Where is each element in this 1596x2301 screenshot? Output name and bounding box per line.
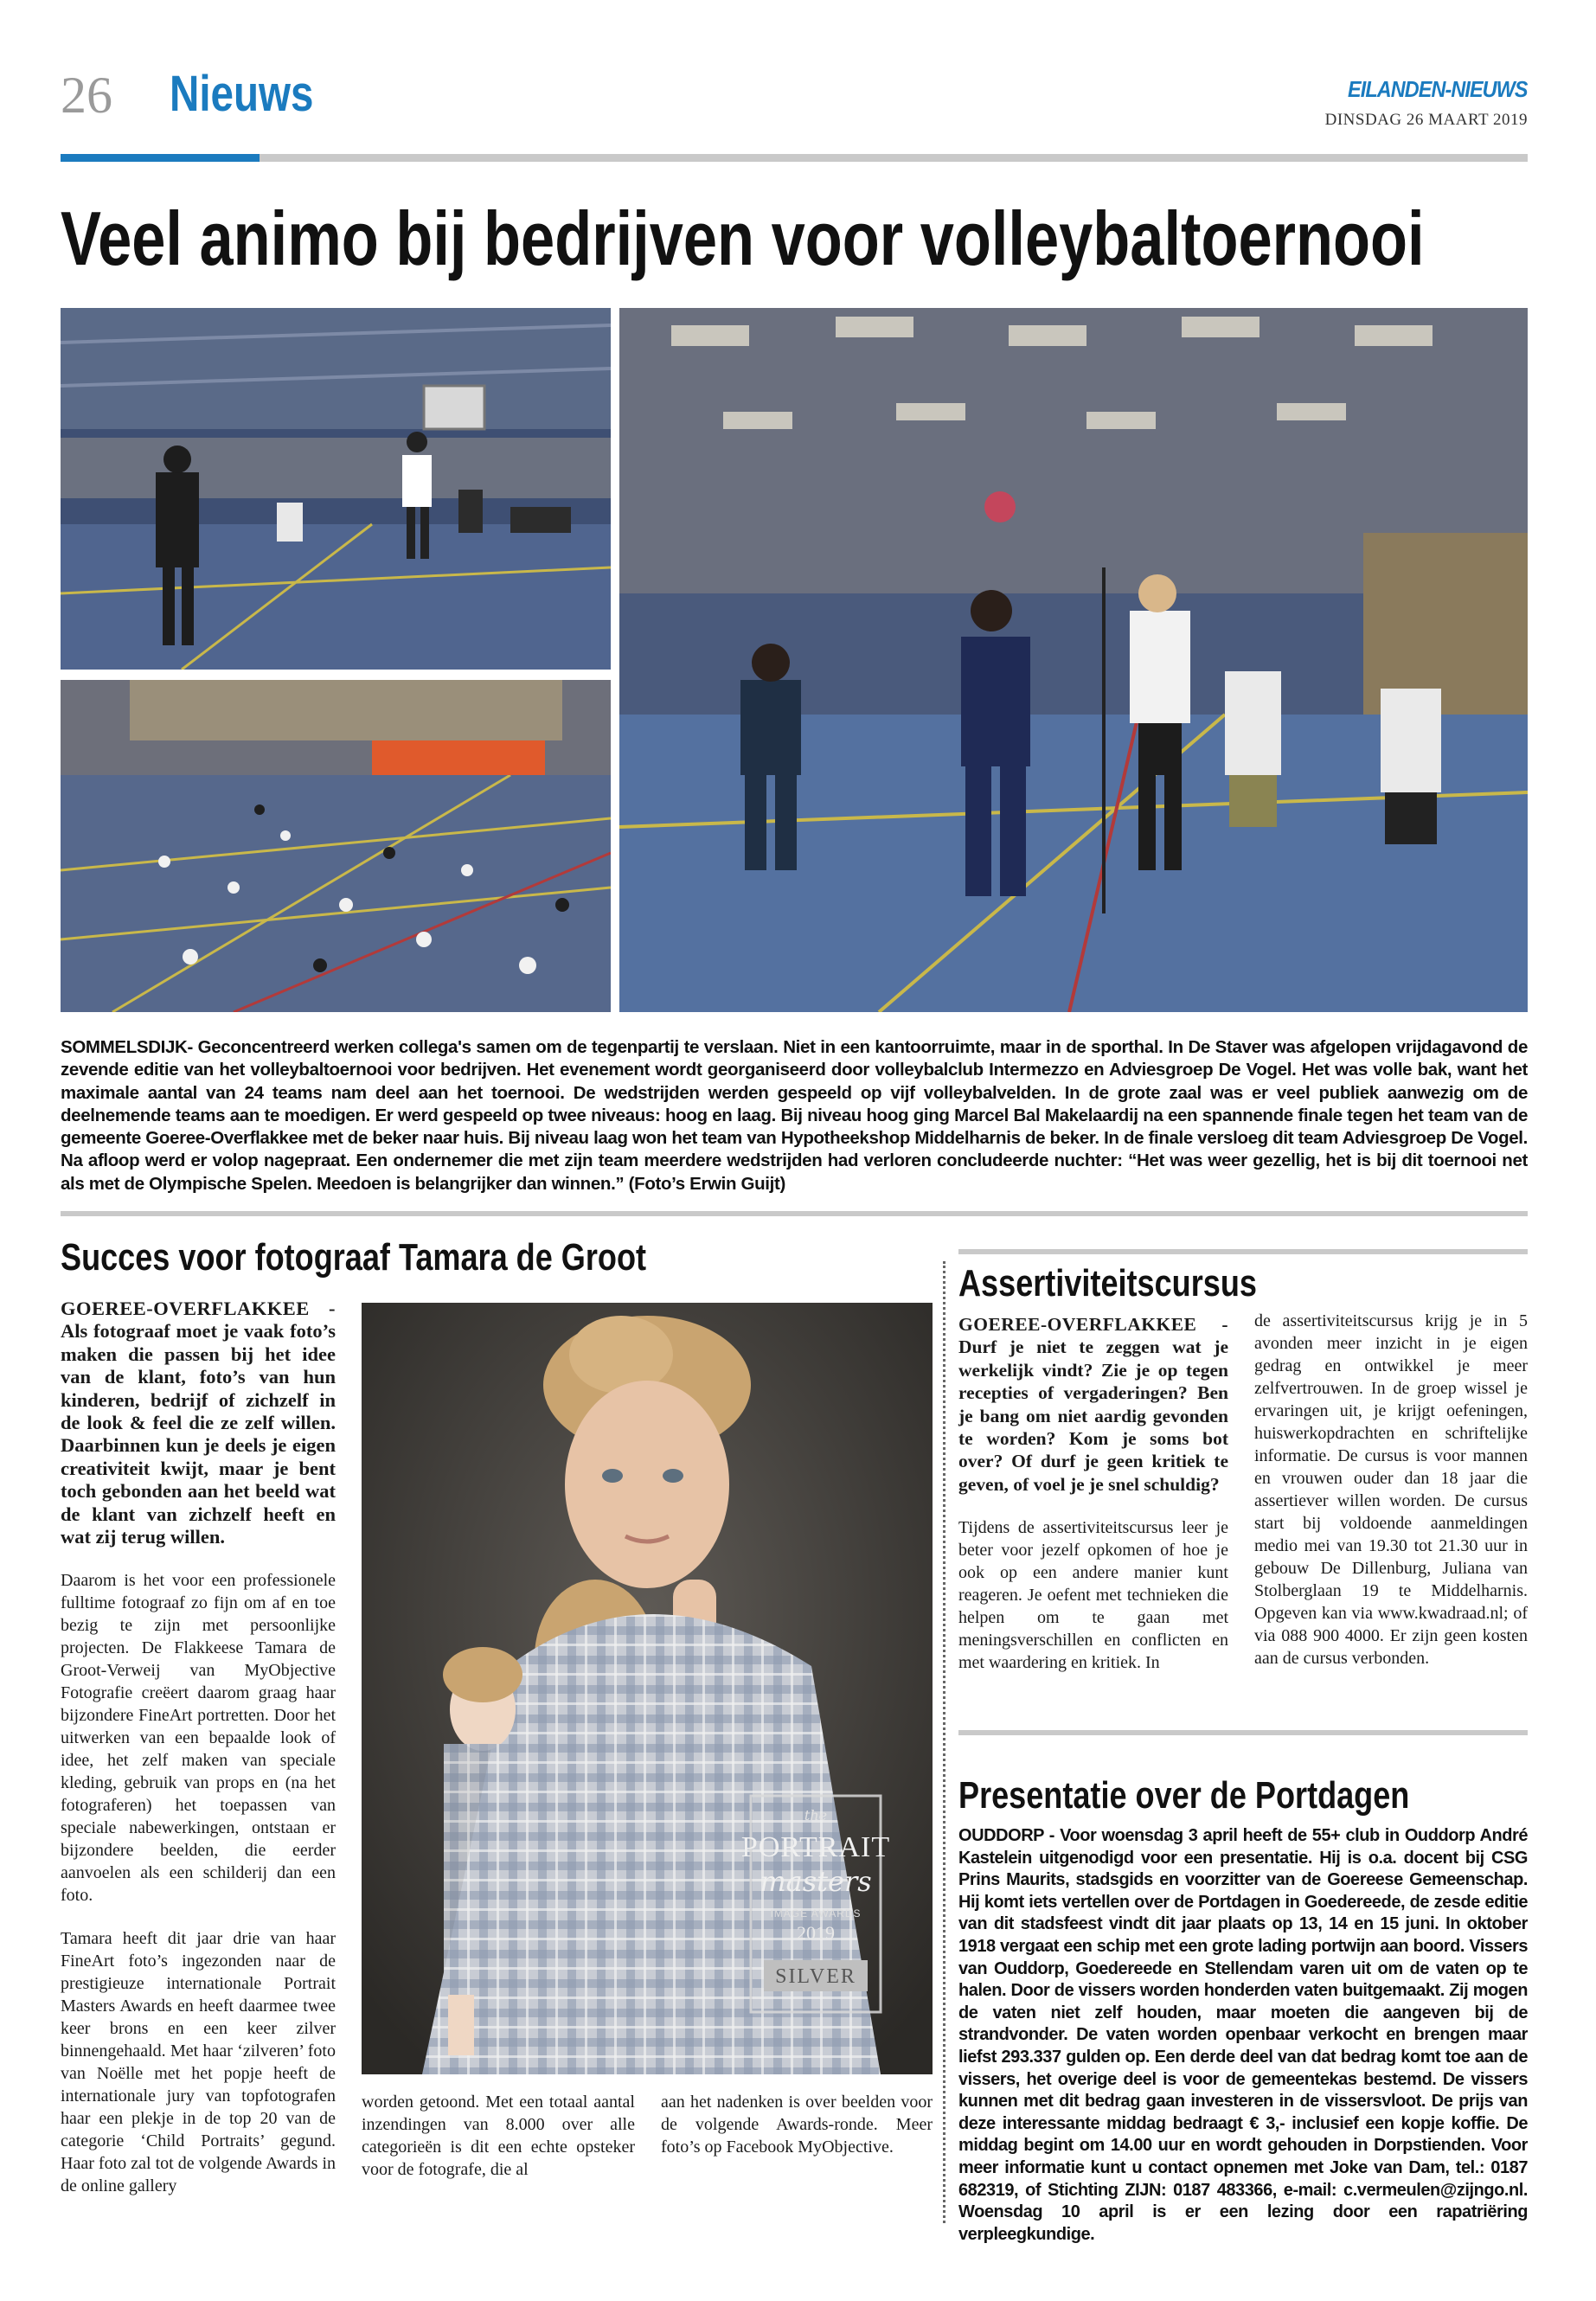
photo-caption-text: SOMMELSDIJK- Geconcentreerd werken collega's samen om de tegenpartij te verslaan. Niet in een kantoorruimte, maar in de sporthal. In De Staver was afgelopen vrijdagavond de zevende editie van het volleybaltoernooi voor bedrijven. Het evenement wordt georganiseerd door volleybalclub Intermezzo en Adviesgroep De Vogel. Het was volle bak, want het maximale aantal van 24 teams nam deel aan het toernooi. De wedstrijden werden gespeeld op vijf volleybalvelden. In de grote zaal was er veel publiek aanwezig om de deelnemende teams aan te moedigen. Er werd gespeeld op twee niveaus: hoog en laag. Bij niveau hoog ging Marcel Bal Makelaardij na een spannende finale tegen het team van de gemeente Goeree-Overflakkee met de beker naar huis. Bij niveau laag won het team van Hypotheekshop Middelharnis de beker. In de finale versloeg dit team Adviesgroep De Vogel. Na afloop werd er volop nagepraat. Een ondernemer die met zijn team meerdere wedstrijden had verloren concludeerde nuchter: “Het was weer gezellig, het is bij dit toernooi net als met de Olympische Spelen. Meedoen is belangrijker dan winnen.” (Foto’s Erwin Guijt) xyxy=(61,1037,1528,1194)
article-lead-assert xyxy=(958,1313,1228,1496)
badge-the: the xyxy=(804,1807,828,1823)
article-title-assert: Assertiviteitscursus xyxy=(958,1262,1257,1304)
dateline-tamara: GOEREE-OVERFLAKKEE - xyxy=(61,1298,336,1319)
article-lead-tamara xyxy=(61,1298,336,1548)
photo-volleyball-net-play xyxy=(619,308,1528,1012)
photo-fineart-portrait xyxy=(362,1303,933,2074)
paragraph-tamara-3: worden getoond. Met een totaal aantal inzendingen van 8.000 over alle categorieën is dit een echte opsteker voor de fotografe, die al xyxy=(362,2093,635,2179)
badge-silver: SILVER xyxy=(775,1965,856,1988)
photo-volleyball-jump xyxy=(61,308,611,670)
header-rule-accent xyxy=(61,154,260,162)
paragraph-tamara-1: Daarom is het voor een professionele fulltime fotograaf zo fijn om af en toe bezig te zijn met persoonlijke projecten. De Flakkeese Tamara de Groot-Verweij van MyObjective Fotografie creëert daarom graag haar bijzondere FineArt portretten. Door het uitwerken van een bepaalde look of idee, het zelf maken van speciale kleding, gebruik van props en (na het fotograferen) het toepassen van speciale nabewerkingen, ontstaan er bijzondere beelden, die eerder aanvoelen als een schilderij dan een foto. xyxy=(61,1571,336,1906)
section-rule xyxy=(61,1211,1528,1216)
section-title: Nieuws xyxy=(170,66,314,122)
paragraph-assert-2: de assertiviteitscursus krijg je in 5 avonden meer inzicht in je eigen gedrag en ontwikkel je meer zelfvertrouwen. In de groep wissel je ervaringen uit, je krijgt oefeningen, huiswerkopdrachten en schriftelijke informatie. De cursus is voor mannen en vrouwen ouder dan 18 jaar die assertiever willen worden. De cursus start bij voldoende aanmeldingen medio mei van 19.30 tot 21.30 uur in gebouw De Dillenburg, Juliana van Stolberglaan 19 te Middelharnis. Opgeven kan via www.kwadraad.nl; of via 088 900 4000. Er zijn geen kosten aan de cursus verbonden. xyxy=(1254,1311,1528,1668)
lead-text-tamara: Als fotograaf moet je vaak foto’s maken die passen bij het idee van de klant, foto’s van hun kinderen, bedrijf of zichzelf in de look & feel die ze zelf willen. Daarbinnen kun je deels je eigen creativiteit kwijt, maar je bent toch gebonden aan het beeld wat de klant van zichzelf heeft en wat zij terug willen. xyxy=(61,1320,336,1548)
photo-caption xyxy=(61,1036,1528,1195)
paragraph-portdagen: OUDDORP - Voor woensdag 3 april heeft de 55+ club in Ouddorp André Kastelein uitgenodigd voor een presentatie. Hij is o.a. docent bij CSG Prins Maurits, stadsgids en voorzitter van de Goereese Gemeenschap. Hij komt iets vertellen over de Portdagen in Goedereede, de zesde editie van dit stadsfeest vindt dit jaar plaats op 13, 14 en 15 juni. In oktober 1918 vergaat een schip met een grote lading portwijn aan boord. Vissers van Ouddorp, Goedereede en Stellendam varen uit om de vaten op te halen. Door de vissers worden honderden vaten buitgemaakt. Zij mogen de vaten niet zelf houden, maar moeten die aangeven bij de strandvonder. De vaten worden openbaar verkocht en brengen maar liefst 293.337 gulden op. Een derde deel van dat bedrag komt toe aan de vissers, het overige deel is voor de gemeentekas bestemd. De vissers kunnen met dit bedrag gaan investeren in de vissersvloot. De prijs van deze interessante middag bedraagt € 3,- inclusief een kopje koffie. De middag begint om 14.00 uur en wordt gehouden in Dorpstienden. Voor meer informatie kunt u contact opnemen met Joke van Dam, tel.: 0187 682319, of Stichting ZIJN: 0187 483366, e-mail: c.vermeulen@zijngo.nl. Woensdag 10 april is er een lezing door een rapatriëring verpleegkundige. xyxy=(958,1826,1528,2244)
article-column-assert-2 xyxy=(1254,1310,1528,1690)
badge-portrait: PORTRAIT xyxy=(740,1831,891,1863)
masthead-logo: EILANDEN-NIEUWS xyxy=(1348,76,1528,102)
badge-awards: IMAGE AWARDS xyxy=(770,1907,862,1920)
article-body-portdagen xyxy=(958,1825,1528,2246)
header-rule xyxy=(260,154,1528,162)
article-column-tamara-3 xyxy=(661,2091,933,2179)
article-column-assert-1 xyxy=(958,1313,1228,1695)
photo-sports-hall-overview xyxy=(61,680,611,1012)
column-separator xyxy=(943,1261,945,2223)
paragraph-assert-1: Tijdens de assertiviteitscursus leer je beter voor jezelf opkomen of hoe je ook op een andere manier kunt reageren. Je oefent met technieken die helpen om te gaan met meningsverschillen en conflicten en met waardering en kritiek. In xyxy=(958,1518,1228,1673)
article-title-tamara: Succes voor fotograaf Tamara de Groot xyxy=(61,1236,646,1279)
article-column-tamara-1 xyxy=(61,1298,336,2218)
article-column-tamara-2 xyxy=(362,2091,635,2202)
article-title-portdagen: Presentatie over de Portdagen xyxy=(958,1774,1410,1817)
dateline-assert: GOEREE-OVERFLAKKEE - xyxy=(958,1314,1228,1335)
page-number: 26 xyxy=(61,67,112,124)
lead-text-assert: Durf je niet te zeggen wat je werkelijk vindt? Zie je op tegen recepties of vergaderingen? Ben je bang om niet aardig gevonden te worden? Kom je soms bot over? Of durf je geen kritiek te geven, of voel je je snel schuldig? xyxy=(958,1336,1228,1495)
badge-masters: masters xyxy=(760,1865,872,1898)
paragraph-tamara-2: Tamara heeft dit jaar drie van haar FineArt foto’s ingezonden naar de prestigieuze internationale Portrait Masters Awards en heeft daarmee twee keer brons en een keer zilver binnengehaald. Met haar ‘zilveren’ foto van Noëlle met het popje heeft de internationale jury van topfotografen haar een plekje in de top 20 van de categorie ‘Child Portraits’ gegund. Haar foto zal tot de volgende Awards in de online gallery xyxy=(61,1929,336,2196)
section-rule-assert xyxy=(958,1249,1528,1254)
section-rule-portdagen xyxy=(958,1730,1528,1735)
paragraph-tamara-4: aan het nadenken is over beelden voor de volgende Awards-ronde. Meer foto’s op Facebook MyObjective. xyxy=(661,2093,933,2157)
badge-year: 2019 xyxy=(797,1922,835,1944)
issue-date: DINSDAG 26 MAART 2019 xyxy=(1324,111,1528,129)
main-headline: Veel animo bij bedrijven voor volleybaltoernooi xyxy=(61,195,1425,281)
